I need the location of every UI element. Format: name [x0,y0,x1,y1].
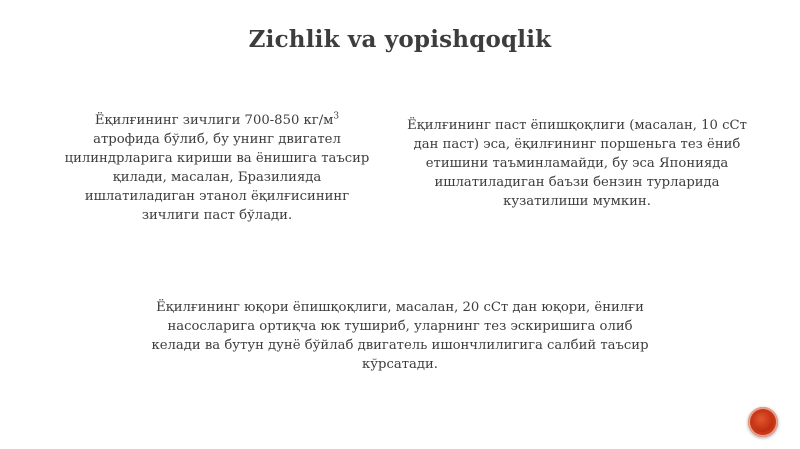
right-paragraph: Ёқилғининг паст ёпишқоқлиги (масалан, 10 сСт дан паст) эса, ёқилғининг поршеньга тез ёниб етишини таъминламайди, бу эса Японияда ишлатиладиган баъзи бензин турларида кузатилиши мумкин. [407,118,747,209]
left-paragraph-superscript: 3 [333,111,340,122]
left-paragraph-rest: атрофида бўлиб, бу унинг двигател цилиндрларига кириши ва ёнишига таъсир қилади, масалан, Бразилияда ишлатиладиган этанол ёқилғисининг зичлиги паст бўлади. [64,132,370,223]
circle-button-icon[interactable] [748,407,778,437]
bottom-paragraph: Ёқилғининг юқори ёпишқоқлиги, масалан, 20 сСт дан юқори, ёнилғи насосларига ортиқча юк тушириб, уларнинг тез эскиришига олиб келади ва бутун дунё бўйлаб двигатель ишончлилигига салбий таъсир кўрсатади. [151,300,649,372]
left-paragraph [62,111,372,225]
left-paragraph-main: Ёқилғининг зичлиги 700-850 кг/м [94,113,334,128]
circle-button-inner [753,412,773,432]
slide-title: Zichlik va yopishqoqlik [248,26,552,53]
